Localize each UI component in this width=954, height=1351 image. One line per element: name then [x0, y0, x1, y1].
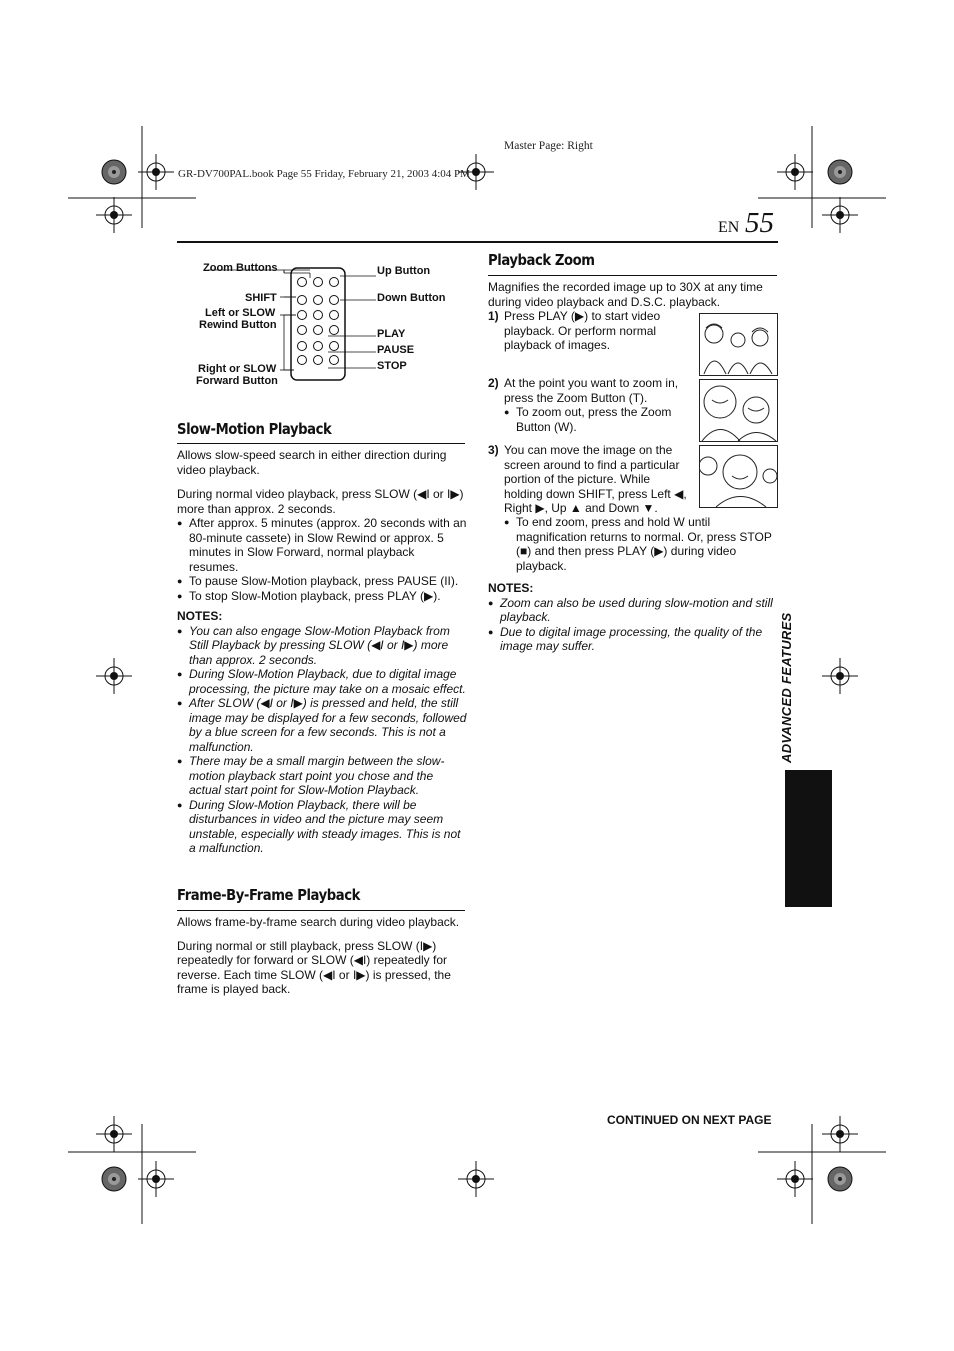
master-page-label: Master Page: Right — [504, 140, 593, 152]
slow-motion-notes-title: NOTES: — [177, 609, 223, 623]
label-down-button: Down Button — [377, 292, 446, 304]
zoomed-people-illustration-icon — [700, 380, 777, 441]
frame-by-frame-intro: Allows frame-by-frame search during video playback. — [177, 915, 460, 929]
playback-zoom-notes-title: NOTES: — [488, 581, 534, 595]
label-right-slow-1: Right or SLOW — [198, 363, 277, 375]
step-number: 2) — [488, 376, 499, 390]
label-left-slow-1: Left or SLOW — [205, 307, 276, 319]
slow-motion-note: ● During Slow-Motion Playback, there will be disturbances in video and the picture may seem unstable, especially with steady images. This is not a malfunction. — [177, 798, 467, 856]
label-stop: STOP — [377, 360, 407, 372]
continued-footer: CONTINUED ON NEXT PAGE — [607, 1113, 772, 1127]
step-number: 1) — [488, 309, 499, 323]
remote-diagram — [180, 260, 470, 390]
slow-motion-note: ● There may be a small margin between the slow-motion playback start point you chose and the actual start point for Slow-Motion Playback. — [177, 754, 467, 798]
step-3-bullet-block — [504, 515, 776, 573]
page-number: 55 — [745, 207, 774, 239]
book-info: GR-DV700PAL.book Page 55 Friday, February 21, 2003 4:04 PM — [178, 168, 470, 180]
label-left-slow-2: Rewind Button — [199, 319, 277, 331]
frame-by-frame-title: Frame-By-Frame Playback — [177, 886, 360, 904]
label-zoom-buttons: Zoom Buttons — [203, 262, 278, 274]
slow-motion-bullet: ● To stop Slow-Motion playback, press PLAY (▶). — [177, 589, 467, 604]
frame-by-frame-p1: During normal or still playback, press SLOW (I▶) repeatedly for forward or SLOW (◀I) repeatedly for reverse. Each time SLOW (◀I or I▶) is pressed, the frame is played back. — [177, 938, 451, 996]
frame-by-frame-section — [177, 915, 465, 997]
illustration-pan — [699, 445, 778, 508]
side-tab-block — [785, 770, 832, 907]
label-pause: PAUSE — [377, 344, 415, 356]
slow-motion-bullet: ● After approx. 5 minutes (approx. 20 seconds with an 80-minute cassete) in Slow Rewind or approx. 5 minutes in Slow Forward, normal playback resumes. — [177, 516, 467, 574]
playback-zoom-notes — [488, 581, 778, 654]
slow-motion-note: ● After SLOW (◀I or I▶) is pressed and held, the still image may be displayed for a few seconds, followed by a blue screen for a few seconds. This is not a malfunction. — [177, 696, 467, 754]
label-shift: SHIFT — [245, 292, 277, 304]
playback-zoom-title: Playback Zoom — [488, 251, 595, 269]
slow-motion-rule — [177, 443, 465, 444]
slow-motion-p1: During normal video playback, press SLOW (◀I or I▶) more than approx. 2 seconds. — [177, 487, 464, 516]
label-play: PLAY — [377, 328, 406, 340]
playback-zoom-rule — [488, 275, 777, 276]
step-2-block — [504, 376, 686, 434]
slow-motion-note: ● You can also engage Slow-Motion Playback from Still Playback by pressing SLOW (◀I or I▶) more than approx. 2 seconds. — [177, 624, 467, 668]
playback-zoom-intro: Magnifies the recorded image up to 30X at any time during video playback and D.S.C. playback. — [488, 280, 763, 309]
step-bullet: ● To end zoom, press and hold W until magnification returns to normal. Or, press STOP (■) and then press PLAY (▶) during video playback. — [504, 515, 776, 573]
slow-motion-bullet: ● To pause Slow-Motion playback, press PAUSE (II). — [177, 574, 467, 589]
step-text: At the point you want to zoom in, press the Zoom Button (T). — [504, 376, 679, 405]
header-rule — [177, 241, 778, 243]
label-right-slow-2: Forward Button — [196, 375, 278, 387]
step-text: Press PLAY (▶) to start video playback. Or perform normal playback of images. — [504, 309, 661, 352]
playback-zoom-note: ● Due to digital image processing, the quality of the image may suffer. — [488, 625, 778, 654]
step-text: You can move the image on the screen around to find a particular portion of the picture. While holding down SHIFT, press Left ◀, Right ▶, Up ▲ and Down ▼. — [504, 443, 687, 515]
language-code: EN — [718, 219, 740, 236]
slow-motion-intro: Allows slow-speed search in either direction during video playback. — [177, 448, 447, 477]
slow-motion-title: Slow-Motion Playback — [177, 420, 332, 438]
panned-person-illustration-icon — [700, 446, 777, 507]
illustration-full-view — [699, 313, 778, 376]
step-number: 3) — [488, 443, 499, 457]
step-bullet: ● To zoom out, press the Zoom Button (W). — [504, 405, 686, 434]
slow-motion-section — [177, 448, 467, 856]
people-illustration-icon — [700, 314, 777, 375]
illustration-zoom-in — [699, 379, 778, 442]
side-tab-label: ADVANCED FEATURES — [779, 612, 794, 763]
playback-zoom-note: ● Zoom can also be used during slow-motion and still playback. — [488, 596, 778, 625]
frame-by-frame-rule — [177, 910, 465, 911]
label-up-button: Up Button — [377, 265, 431, 277]
slow-motion-note: ● During Slow-Motion Playback, due to digital image processing, the picture may take on a mosaic effect. — [177, 667, 467, 696]
